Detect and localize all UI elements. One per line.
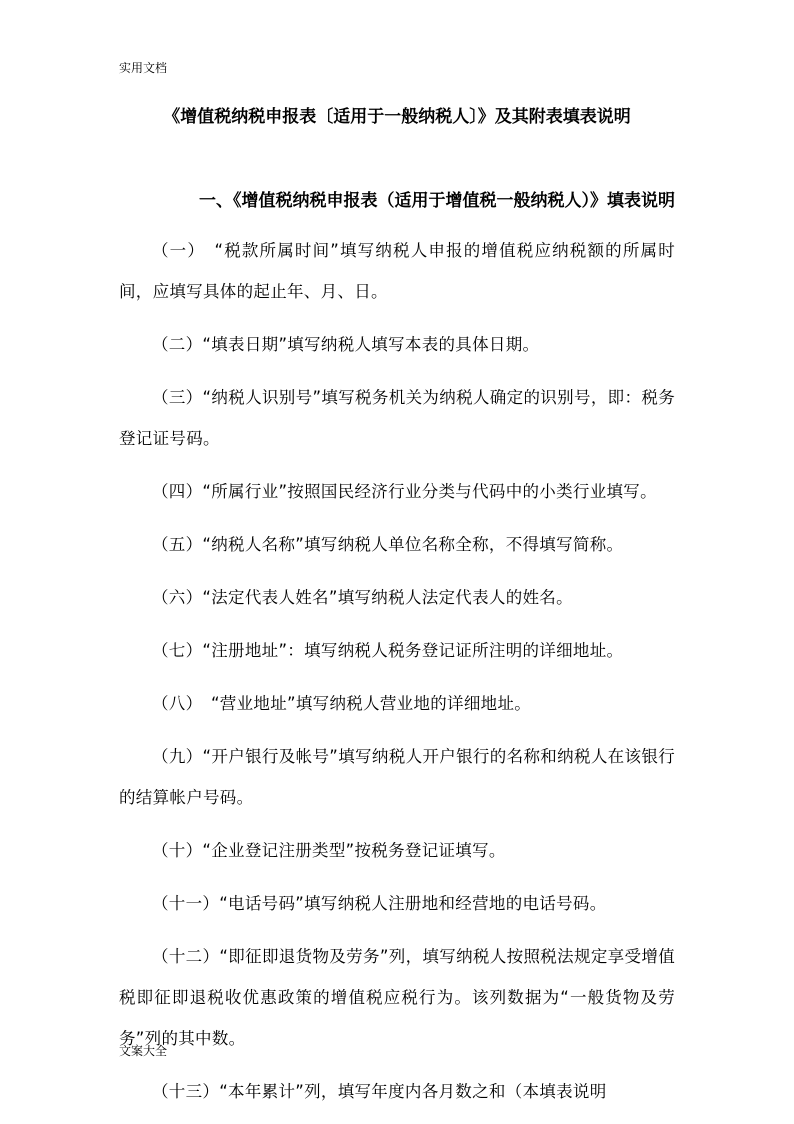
paragraph-1: （一） “税款所属时间”填写纳税人申报的增值税应纳税额的所属时间，应填写具体的起止年、月、日。 [119,241,675,301]
paragraph-8: （八） “营业地址”填写纳税人营业地的详细地址。 [152,694,532,713]
document-title: 《增值税纳税申报表〔适用于一般纳税人〕》及其附表填表说明 [163,107,631,127]
section-heading: 一、《增值税纳税申报表（适用于增值税一般纳税人）》填表说明 [199,191,675,211]
paragraph-6: （六）“法定代表人姓名”填写纳税人法定代表人的姓名。 [152,588,573,607]
paragraph-list [119,230,675,1124]
paragraph-11: （十一）“电话号码”填写纳税人注册地和经营地的电话号码。 [152,894,607,913]
paragraph-4: （四）“所属行业”按照国民经济行业分类与代码中的小类行业填写。 [152,482,657,501]
paragraph-3: （三）“纳税人识别号”填写税务机关为纳税人确定的识别号，即：税务登记证号码。 [119,388,675,448]
page-header-label: 实用文档 [119,61,168,75]
paragraph-7: （七）“注册地址”：填写纳税人税务登记证所注明的详细地址。 [152,641,624,660]
paragraph-10: （十）“企业登记注册类型”按税务登记证填写。 [152,841,506,860]
paragraph-2: （二）“填表日期”填写纳税人填写本表的具体日期。 [152,335,540,354]
page-footer-label: 文案大全 [119,1044,168,1058]
paragraph-9: （九）“开户银行及帐号”填写纳税人开户银行的名称和纳税人在该银行的结算帐户号码。 [119,747,675,807]
paragraph-13: （十三）“本年累计”列，填写年度内各月数之和（本填表说明 [152,1082,607,1101]
paragraph-12: （十二）“即征即退货物及劳务”列，填写纳税人按照税法规定享受增值税即征即退税收优惠政策的增值税应税行为。该列数据为“一般货物及劳务”列的其中数。 [119,947,675,1048]
paragraph-5: （五）“纳税人名称”填写纳税人单位名称全称，不得填写简称。 [152,535,624,554]
